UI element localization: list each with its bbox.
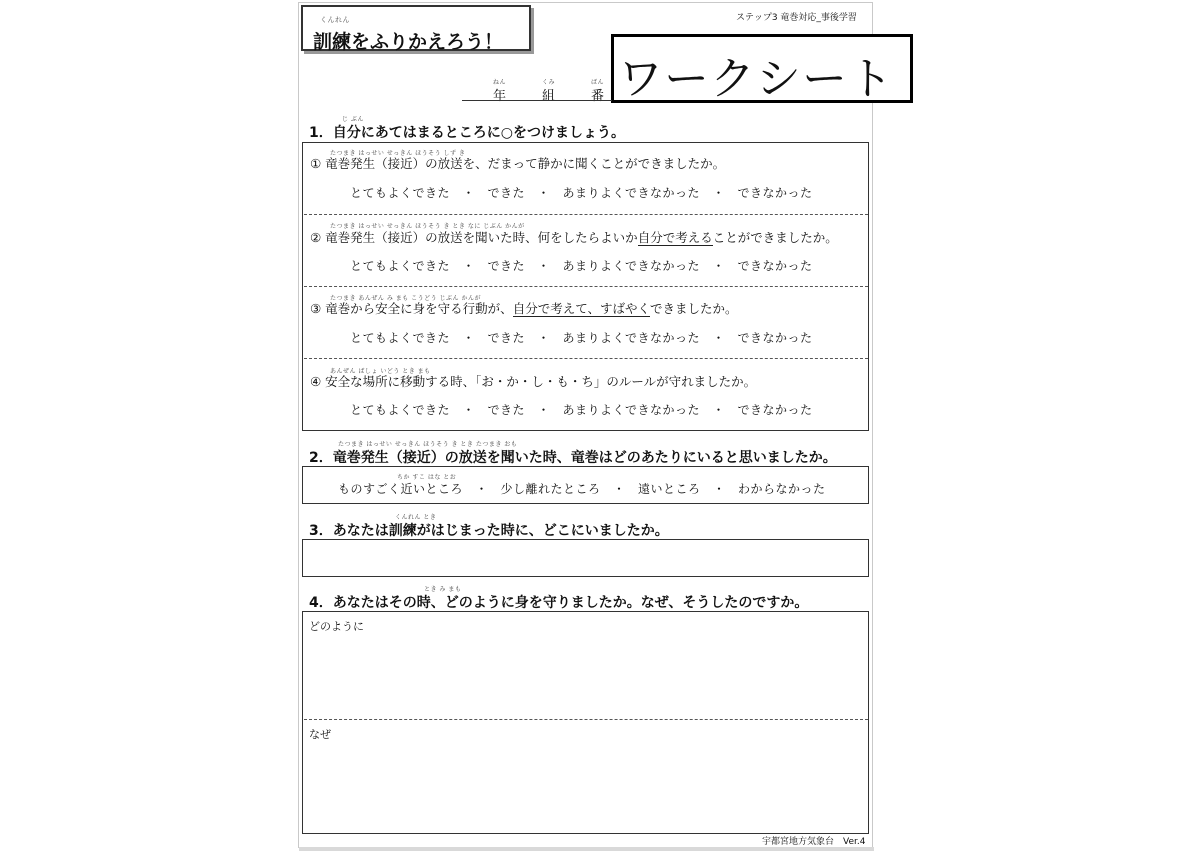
question-2-text: ② 竜巻発生（接近）の放送を聞いた時、何をしたらよいか自分で考えることができましたか。 (310, 230, 838, 245)
how-answer-field[interactable] (303, 612, 868, 718)
page-title: 訓練をふりかえろう！ (313, 31, 504, 53)
question-1-options[interactable]: とてもよくできた ・ できた ・ あまりよくできなかった ・ できなかった (350, 186, 813, 200)
divider (304, 286, 868, 287)
question-3-text: ③ 竜巻から安全に身を守る行動が、自分で考えて、すばやくできましたか。 (310, 301, 738, 316)
name-year-label: 年 (493, 89, 507, 104)
divider (304, 358, 868, 359)
question-ruby: たつまき はっせい せっきん ほうそう しず き (330, 150, 466, 157)
name-ruby-year: ねん (493, 79, 507, 86)
how-label: どのように (309, 620, 364, 633)
section3-answer-field[interactable] (302, 539, 869, 577)
section2-heading: 2．竜巻発生（接近）の放送を聞いた時、竜巻はどのあたりにいると思いましたか。 (309, 450, 837, 466)
section3-ruby: くんれん とき (395, 514, 437, 521)
question-1-text: ① 竜巻発生（接近）の放送を、だまって静かに聞くことができましたか。 (310, 156, 726, 171)
section2-options-ruby: ちか すこ はな とお (397, 474, 457, 481)
page-shadow (299, 847, 874, 851)
section1-heading: 1．自分にあてはまるところに○をつけましょう。 (309, 125, 625, 141)
section4-heading: 4．あなたはその時、どのように身を守りましたか。なぜ、そうしたのですか。 (309, 595, 809, 611)
divider (304, 214, 868, 215)
name-class-label: 組 (542, 89, 556, 104)
step-label: ステップ3 竜巻対応_事後学習 (736, 13, 857, 23)
question-4-options[interactable]: とてもよくできた ・ できた ・ あまりよくできなかった ・ できなかった (350, 403, 813, 417)
divider (304, 719, 868, 720)
section3-heading: 3．あなたは訓練がはじまった時に、どこにいましたか。 (309, 523, 669, 539)
worksheet-label: ワークシート (618, 52, 895, 105)
section4-ruby: とき み まも (424, 586, 462, 593)
section2-ruby: たつまき はっせい せっきん ほうそう き とき たつまき おも (338, 441, 518, 448)
question-2-options[interactable]: とてもよくできた ・ できた ・ あまりよくできなかった ・ できなかった (350, 259, 813, 273)
question-ruby: たつまき あんぜん み まも こうどう じぶん かんが (330, 295, 481, 302)
name-number-label: 番 (591, 89, 605, 104)
underlined-phrase: 自分で考えて、すばやく (512, 301, 650, 316)
name-underline (462, 100, 612, 101)
section2-options[interactable]: ものすごく近いところ ・ 少し離れたところ ・ 遠いところ ・ わからなかった (338, 482, 826, 496)
name-ruby-class: くみ (542, 79, 556, 86)
underlined-phrase: 自分で考える (637, 230, 713, 245)
question-ruby: あんぜん ばしょ いどう とき まも (330, 368, 431, 375)
question-ruby: たつまき はっせい せっきん ほうそう き とき なに じぶん かんが (330, 223, 525, 230)
title-ruby: くんれん (320, 16, 350, 24)
question-4-text: ④ 安全な場所に移動する時、「お・か・し・も・ち」のルールが守れましたか。 (310, 374, 757, 389)
name-ruby-number: ばん (591, 79, 605, 86)
footer-credit: 宇都宮地方気象台 Ver.4 (762, 837, 866, 847)
question-3-options[interactable]: とてもよくできた ・ できた ・ あまりよくできなかった ・ できなかった (350, 331, 813, 345)
section1-ruby: じ ぶん (342, 116, 364, 123)
why-label: なぜ (309, 728, 331, 741)
why-answer-field[interactable] (303, 721, 868, 832)
